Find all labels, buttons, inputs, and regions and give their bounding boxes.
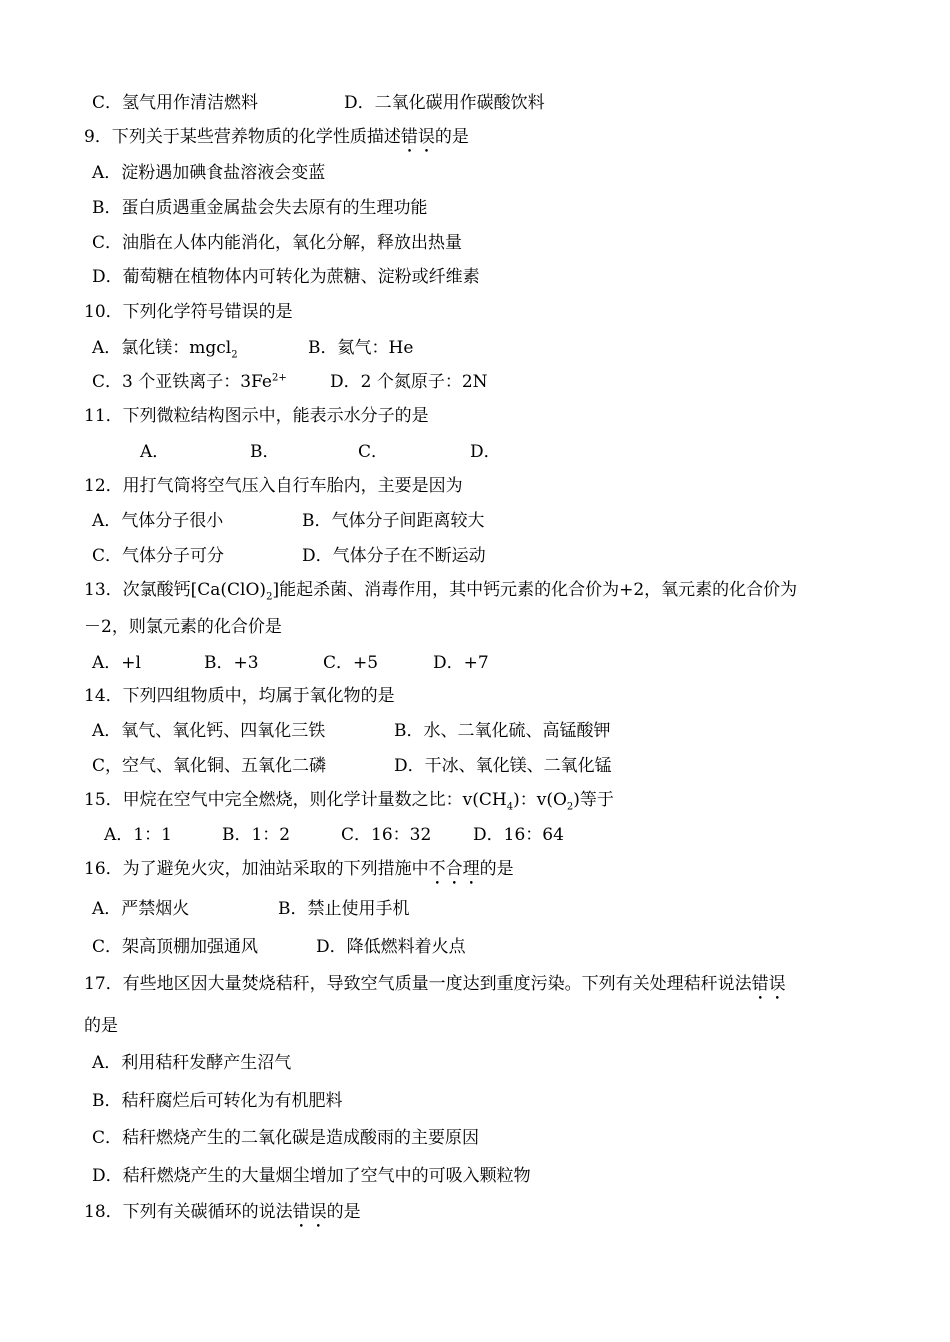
q8-option-d: D．二氧化碳用作碳酸饮料 (344, 93, 545, 113)
q16-option-a: A．严禁烟火 (92, 899, 190, 919)
q15-option-b: B．1：2 (222, 825, 291, 845)
q16-stem-emphasis: 不合理 (428, 859, 480, 879)
q9-stem-emphasis: 错误 (400, 127, 435, 147)
q9-stem-text: 9．下列关于某些营养物质的化学性质描述 (84, 127, 401, 147)
q13-option-d: D．+7 (433, 653, 489, 673)
q10-option-a-text: A．氯化镁：mgcl (92, 338, 232, 358)
q18-stem-emphasis: 错误 (292, 1202, 327, 1222)
q17-stem-line1 (84, 973, 786, 1004)
q10-stem: 10．下列化学符号错误的是 (84, 302, 293, 322)
q13-option-c: C．+5 (323, 653, 379, 673)
q17-option-b: B．秸秆腐烂后可转化为有机肥料 (92, 1091, 343, 1111)
q13-option-a: A．+l (92, 653, 141, 673)
q10-option-d: D．2 个氮原子：2N (330, 372, 488, 392)
q16-stem-text: 16．为了避免火灾，加油站采取的下列措施中 (84, 859, 429, 879)
q14-option-b: B．水、二氧化硫、高锰酸钾 (394, 721, 611, 741)
q15-stem-subscript-ch4: 4 (506, 801, 514, 813)
q15-stem-tail: )等于 (573, 790, 614, 810)
q15-stem (84, 789, 614, 811)
q9-stem-tail: 的是 (434, 127, 469, 147)
q15-option-d: D．16：64 (473, 825, 564, 845)
q13-stem-line1 (84, 579, 797, 601)
q8-option-c: C．氢气用作清洁燃料 (92, 93, 259, 113)
q16-option-c: C．架高顶棚加强通风 (92, 937, 259, 957)
q14-option-d: D．干冰、氧化镁、二氧化锰 (394, 756, 612, 776)
q10-option-a-subscript: 2 (231, 349, 238, 361)
q11-option-d: D． (470, 442, 501, 462)
q18-stem (84, 1201, 361, 1232)
q13-stem-line2: －2，则氯元素的化合价是 (84, 617, 282, 637)
q10-option-a (92, 337, 238, 359)
q15-stem-mid: )：v(O (513, 790, 567, 810)
q13-stem-subscript: 2 (266, 591, 273, 603)
q17-option-d: D．秸秆燃烧产生的大量烟尘增加了空气中的可吸入颗粒物 (92, 1166, 531, 1186)
q11-option-a: A． (140, 442, 170, 462)
q9-option-c: C．油脂在人体内能消化，氧化分解，释放出热量 (92, 233, 463, 253)
q12-option-b: B．气体分子间距离较大 (302, 511, 485, 531)
q12-option-d: D．气体分子在不断运动 (302, 546, 486, 566)
q13-option-b: B．+3 (204, 653, 259, 673)
q9-option-d: D．葡萄糖在植物体内可转化为蔗糖、淀粉或纤维素 (92, 267, 480, 287)
q16-option-d: D．降低燃料着火点 (316, 937, 466, 957)
q14-option-c: C，空气、氧化铜、五氧化二磷 (92, 756, 327, 776)
q15-option-c: C．16：32 (341, 825, 432, 845)
q9-stem (84, 126, 469, 157)
q13-stem-text: 13．次氯酸钙[Ca(ClO) (84, 580, 267, 600)
q11-option-b: B． (250, 442, 280, 462)
q12-option-a: A．气体分子很小 (92, 511, 224, 531)
q11-option-c: C． (358, 442, 389, 462)
q15-stem-subscript-o2: 2 (566, 801, 574, 813)
q12-stem: 12．用打气筒将空气压入自行车胎内，主要是因为 (84, 476, 463, 496)
q13-stem-tail: ]能起杀菌、消毒作用，其中钙元素的化合价为+2，氧元素的化合价为 (272, 580, 798, 600)
q10-option-b: B．氦气：He (308, 338, 414, 358)
q9-option-b: B．蛋白质遇重金属盐会失去原有的生理功能 (92, 198, 428, 218)
q10-option-c-text: C．3 个亚铁离子：3Fe (92, 372, 272, 392)
q17-stem-emphasis: 错误 (751, 974, 786, 994)
q18-stem-text: 18．下列有关碳循环的说法 (84, 1202, 293, 1222)
q17-stem-line2: 的是 (84, 1016, 118, 1036)
q17-option-a: A．利用秸秆发酵产生沼气 (92, 1053, 292, 1073)
q12-option-c: C．气体分子可分 (92, 546, 225, 566)
q14-stem: 14．下列四组物质中，均属于氧化物的是 (84, 686, 395, 706)
q15-stem-text: 15．甲烷在空气中完全燃烧，则化学计量数之比：v(CH (84, 790, 507, 810)
q15-option-a: A．1：1 (104, 825, 172, 845)
q10-option-c-superscript: 2+ (271, 372, 287, 384)
q16-stem (84, 858, 514, 889)
q16-option-b: B．禁止使用手机 (278, 899, 410, 919)
q18-stem-tail: 的是 (326, 1202, 361, 1222)
q17-stem-text: 17．有些地区因大量焚烧秸秆，导致空气质量一度达到重度污染。下列有关处理秸秆说法 (84, 974, 752, 994)
q17-option-c: C．秸秆燃烧产生的二氧化碳是造成酸雨的主要原因 (92, 1128, 480, 1148)
q14-option-a: A．氧气、氧化钙、四氧化三铁 (92, 721, 326, 741)
q9-option-a: A．淀粉遇加碘食盐溶液会变蓝 (92, 163, 326, 183)
q10-option-c (92, 371, 287, 393)
q11-stem: 11．下列微粒结构图示中，能表示水分子的是 (84, 406, 429, 426)
q16-stem-tail: 的是 (479, 859, 514, 879)
